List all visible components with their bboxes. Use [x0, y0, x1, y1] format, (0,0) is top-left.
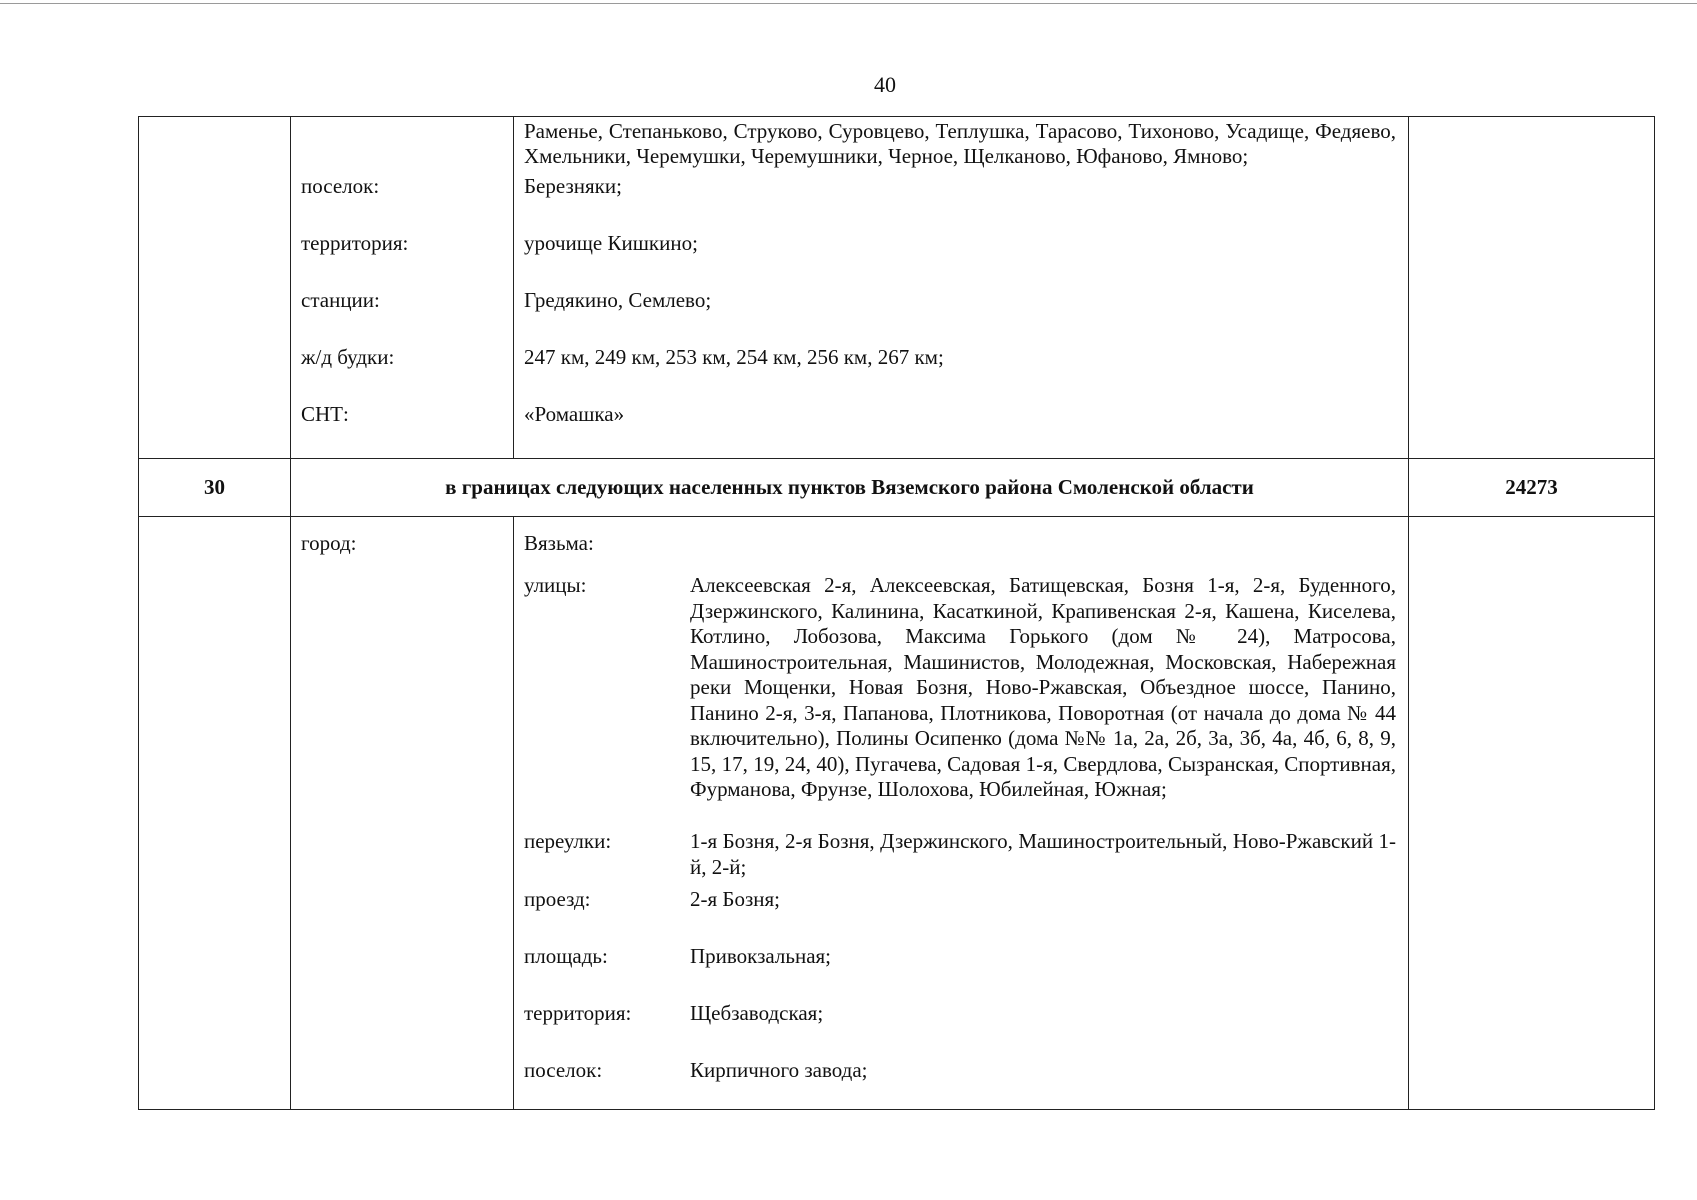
- value-square: Привокзальная;: [690, 944, 832, 968]
- section-header-row: [139, 458, 1654, 516]
- value-snt: «Ромашка»: [524, 402, 625, 426]
- value-stations: Гредякино, Семлево;: [524, 288, 712, 312]
- value-rail-booths: 247 км, 249 км, 253 км, 254 км, 256 км, 267 км;: [524, 345, 944, 369]
- label-territory: территория:: [524, 1001, 632, 1025]
- label-snt: СНТ:: [301, 402, 349, 426]
- label-square: площадь:: [524, 944, 608, 968]
- label-streets: улицы:: [524, 573, 587, 597]
- label-settlement: поселок:: [524, 1058, 603, 1082]
- section-count: 24273: [1505, 475, 1558, 499]
- label-territory: территория:: [301, 231, 409, 255]
- value-settlement: Березняки;: [524, 174, 622, 198]
- value-territory: Щебзаводская;: [690, 1001, 824, 1025]
- label-passage: проезд:: [524, 887, 591, 911]
- document-table: [138, 116, 1655, 1110]
- count-cell: [1409, 117, 1654, 458]
- label-settlement: поселок:: [301, 174, 380, 198]
- top-border-line: [0, 3, 1697, 4]
- value-settlement: Кирпичного завода;: [690, 1058, 868, 1082]
- label-city: город:: [301, 531, 357, 555]
- value-lanes: 1-я Бозня, 2-я Бозня, Дзержинского, Машиностроительный, Ново-Ржавский 1-й, 2-й;: [690, 829, 1396, 879]
- city-name: Вязьма:: [524, 531, 594, 555]
- table-row: [139, 117, 1654, 458]
- value-streets: Алексеевская 2-я, Алексеевская, Батищевская, Бозня 1-я, 2-я, Буденного, Дзержинского, Калинина, Касаткиной, Крапивенская 2-я, Кашена, Киселева, Котлино, Лобозова, Максима Горького (дом № 24), Матросова, Машиностроительная, Машинистов, Молодежная, Московская, Набережная реки Мощенки, Новая Бозня, Ново-Ржавская, Объездное шоссе, Панино, Панино 2-я, 3-я, Папанова, Плотникова, Поворотная (от начала до дома № 44 включительно), Полины Осипенко (дома №№ 1а, 2а, 2б, 3а, 3б, 4а, 4б, 6, 8, 9, 15, 17, 19, 24, 40), Пугачева, Садовая 1-я, Свердлова, Сызранская, Спортивная, Фурманова, Фрунзе, Шолохова, Юбилейная, Южная;: [690, 573, 1396, 801]
- label-rail-booths: ж/д будки:: [301, 345, 395, 369]
- label-cell: [291, 117, 514, 458]
- number-cell: [139, 517, 291, 1109]
- continuation-text: Раменье, Степаньково, Струково, Суровцево, Теплушка, Тарасово, Тихоново, Усадище, Федяево, Хмельники, Черемушки, Черемушники, Черное, Щелканово, Юфаново, Ямново;: [524, 119, 1396, 168]
- page-number: 40: [874, 72, 896, 97]
- label-stations: станции:: [301, 288, 380, 312]
- section-number: 30: [139, 459, 291, 516]
- label-lanes: переулки:: [524, 829, 612, 853]
- value-passage: 2-я Бозня;: [690, 887, 780, 911]
- value-cell: [514, 517, 1409, 1109]
- label-cell: [291, 517, 514, 1109]
- value-territory: урочище Кишкино;: [524, 231, 698, 255]
- number-cell: [139, 117, 291, 458]
- count-cell: [1409, 517, 1654, 1109]
- table-row: [139, 516, 1654, 1109]
- value-cell: [514, 117, 1409, 458]
- section-title: в границах следующих населенных пунктов Вяземского района Смоленской области: [291, 459, 1409, 516]
